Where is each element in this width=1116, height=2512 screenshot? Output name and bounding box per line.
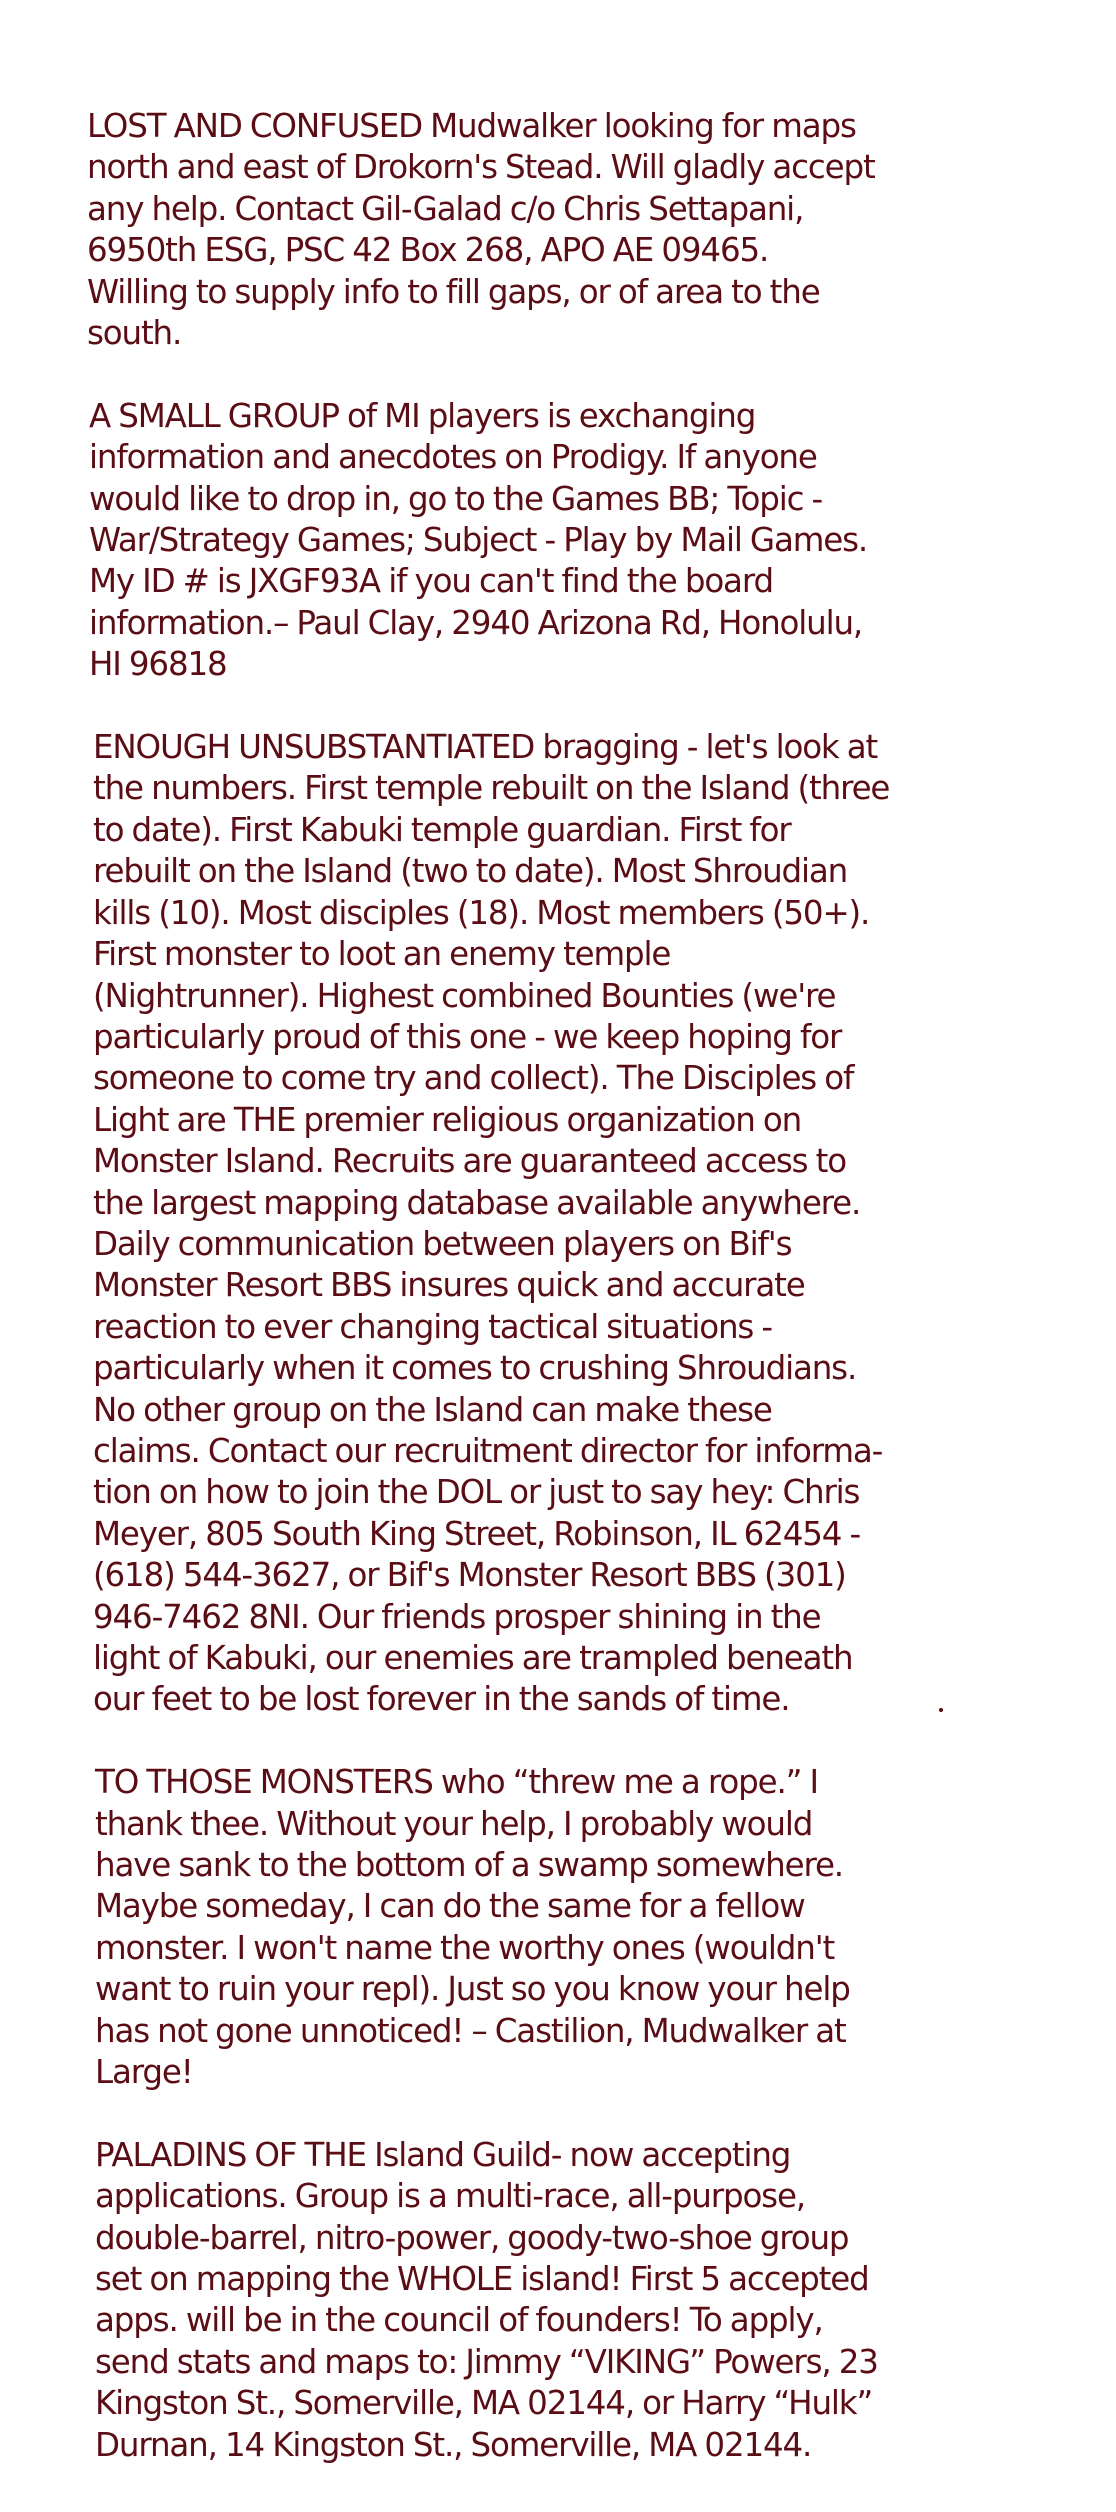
ad-text-line: north and east of Drokorn's Stead. Will gladly accept [87, 148, 875, 187]
ad-text-line: south. [87, 314, 182, 353]
ad-text-line: rebuilt on the Island (two to date). Most Shroudian [93, 852, 848, 891]
ad-text-line: War/Strategy Games; Subject - Play by Mail Games. [89, 521, 868, 560]
ad-text-line: Large! [95, 2053, 193, 2092]
ad-small-group [89, 396, 1009, 686]
ad-text-line: Maybe someday, I can do the same for a fellow [95, 1887, 805, 1926]
ad-text-line: particularly when it comes to crushing Shroudians. [93, 1349, 857, 1388]
ad-text-line: to date). First Kabuki temple guardian. First for [93, 810, 791, 849]
ad-text-line: has not gone unnoticed! – Castilion, Mudwalker at [95, 2011, 846, 2050]
ad-text-line: Monster Resort BBS insures quick and accurate [93, 1266, 805, 1305]
ad-text-line: claims. Contact our recruitment director for informa- [93, 1431, 883, 1470]
ad-text-line: the numbers. First temple rebuilt on the Island (three [93, 769, 890, 808]
ad-text-line: monster. I won't name the worthy ones (wouldn't [95, 1928, 835, 1967]
ad-text-line: tion on how to join the DOL or just to say hey: Chris [93, 1473, 860, 1512]
ad-text-line: particularly proud of this one - we keep hoping for [93, 1017, 842, 1056]
ad-text-line: thank thee. Without your help, I probably would [95, 1804, 813, 1843]
ad-text-line: 6950th ESG, PSC 42 Box 268, APO AE 09465. [87, 231, 769, 270]
ad-text-line: our feet to be lost forever in the sands of time. [93, 1680, 790, 1719]
ad-text-line: double-barrel, nitro-power, goody-two-shoe group [95, 2218, 849, 2257]
ad-text-line: First monster to loot an enemy temple [93, 935, 671, 974]
ad-text-line: Light are THE premier religious organization on [93, 1100, 802, 1139]
ad-text-line: set on mapping the WHOLE island! First 5 accepted [95, 2260, 869, 2299]
ad-text-line: ENOUGH UNSUBSTANTIATED bragging - let's look at [93, 728, 878, 767]
ad-text-line: Daily communication between players on Bif's [93, 1224, 792, 1263]
ad-text-line: kills (10). Most disciples (18). Most members (50+). [93, 893, 870, 932]
ad-text-line: want to ruin your repl). Just so you know your help [95, 1970, 850, 2009]
ad-text-line: information.– Paul Clay, 2940 Arizona Rd, Honolulu, [89, 603, 863, 642]
ad-text-line: A SMALL GROUP of MI players is exchanging [89, 396, 756, 435]
ad-text-line: TO THOSE MONSTERS who “threw me a rope.” I [95, 1763, 818, 1802]
ad-text-line: information and anecdotes on Prodigy. If anyone [89, 438, 817, 477]
ad-text-line: would like to drop in, go to the Games BB; Topic - [89, 479, 823, 518]
ad-text-line: Meyer, 805 South King Street, Robinson, IL 62454 - [93, 1514, 861, 1553]
ad-text-line: HI 96818 [89, 645, 227, 684]
classified-ads-column [87, 106, 1007, 2507]
ad-text-line: Monster Island. Recruits are guaranteed access to [93, 1142, 846, 1181]
ad-text-line: My ID # is JXGF93A if you can't find the board [89, 562, 773, 601]
ad-text-line: PALADINS OF THE Island Guild- now accepting [95, 2135, 791, 2174]
ad-text-line: LOST AND CONFUSED Mudwalker looking for maps [87, 107, 856, 145]
ad-text-line: the largest mapping database available anywhere. [93, 1183, 861, 1222]
ad-text-line: (Nightrunner). Highest combined Bounties (we're [93, 976, 836, 1015]
ad-text-line: applications. Group is a multi-race, all-purpose, [95, 2177, 805, 2216]
ad-paladins-guild [95, 2135, 1015, 2466]
ad-text-line: light of Kabuki, our enemies are trampled beneath [93, 1639, 853, 1677]
ad-lost-and-confused [87, 106, 1007, 354]
ad-text-line: 946-7462 8NI. Our friends prosper shining in the [93, 1597, 821, 1636]
ad-text-line: (618) 544-3627, or Bif's Monster Resort BBS (301) [93, 1556, 846, 1595]
ad-text-line: Willing to supply info to fill gaps, or of area to the [87, 272, 820, 311]
ad-text-line: apps. will be in the council of founders! To apply, [95, 2301, 823, 2340]
ad-text-line: Durnan, 14 Kingston St., Somerville, MA 02144. [95, 2425, 812, 2464]
ad-text-line: someone to come try and collect). The Disciples of [93, 1059, 854, 1098]
ad-text-line: any help. Contact Gil-Galad c/o Chris Settapani, [87, 189, 804, 228]
ad-enough-unsubstantiated [93, 727, 1013, 1721]
ad-text-line: have sank to the bottom of a swamp somewhere. [95, 1846, 843, 1885]
ink-speck [939, 1708, 943, 1712]
ad-text-line: send stats and maps to: Jimmy “VIKING” Powers, 23 [95, 2342, 878, 2381]
ad-text-line: Kingston St., Somerville, MA 02144, or Harry “Hulk” [95, 2384, 873, 2423]
ad-text-line: No other group on the Island can make these [93, 1390, 772, 1429]
ad-to-those-monsters [95, 1762, 1015, 2093]
ad-text-line: reaction to ever changing tactical situations - [93, 1307, 772, 1346]
